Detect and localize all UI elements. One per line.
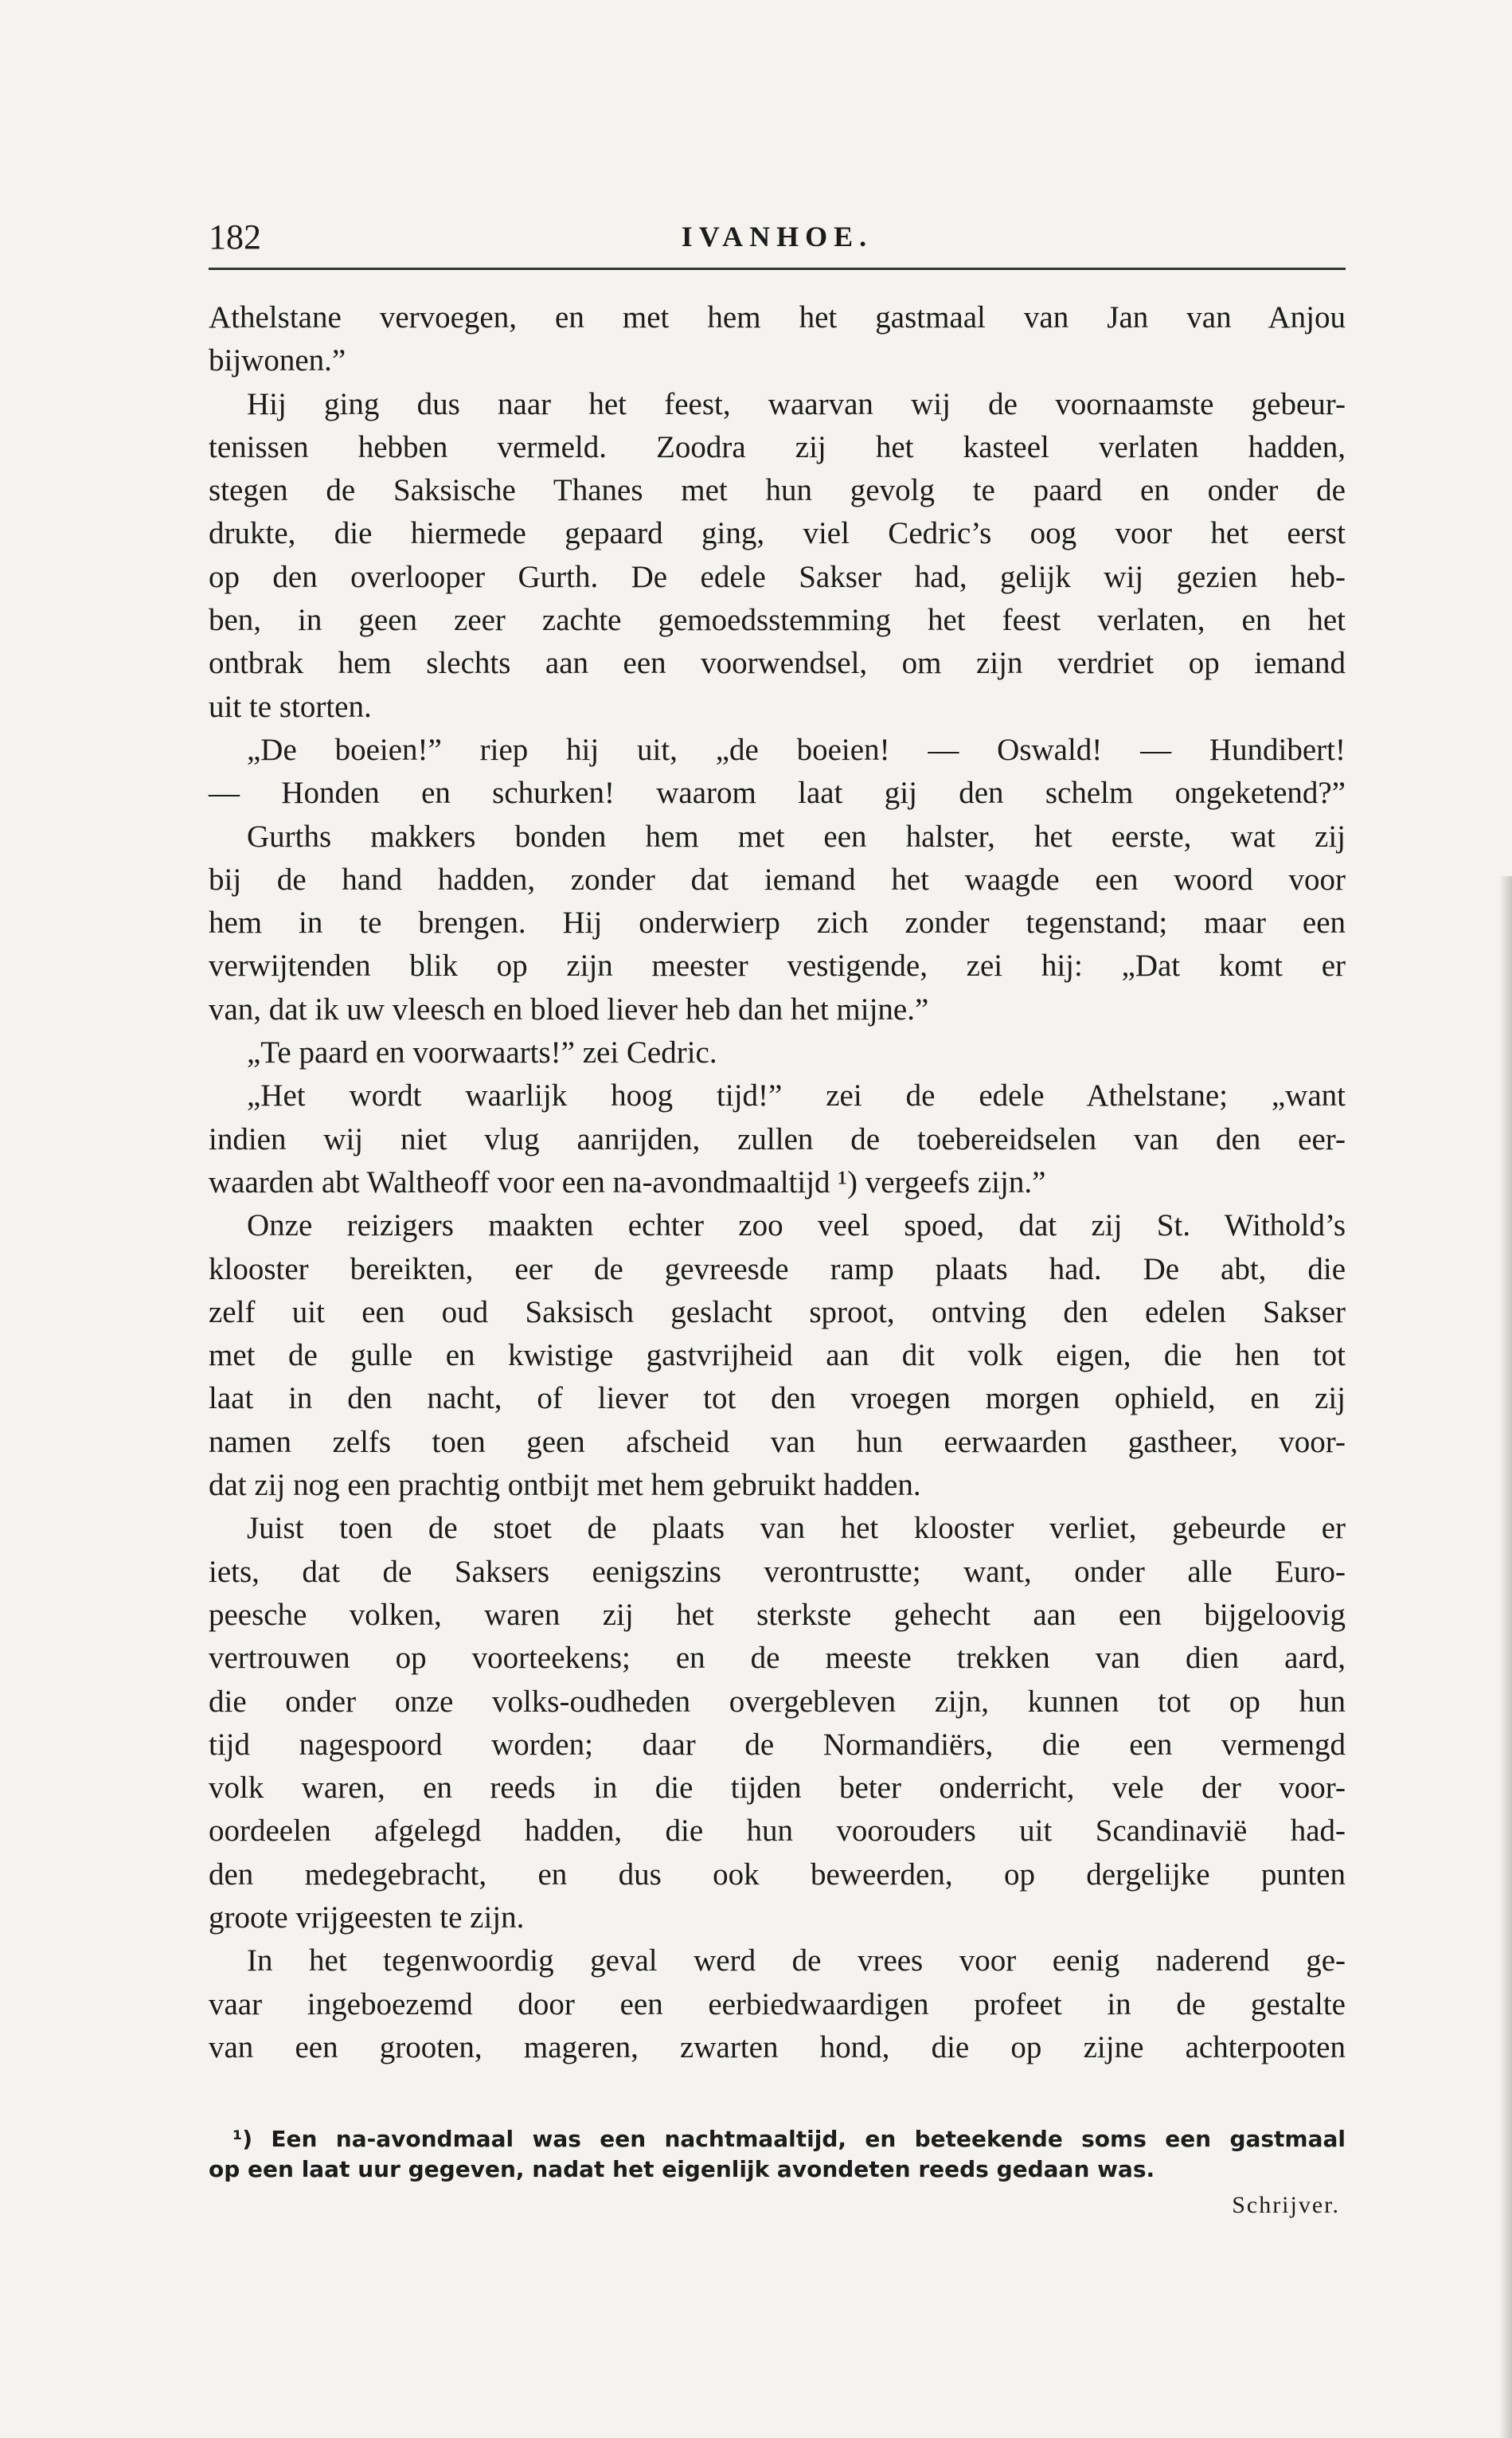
text-line: den medegebracht, en dus ook beweerden, op dergelijke punten [209, 1857, 1346, 1892]
text-line: Hij ging dus naar het feest, waarvan wij de voornaamste gebeur- [247, 386, 1346, 421]
text-line: namen zelfs toen geen afscheid van hun eerwaarden gastheer, voor- [209, 1424, 1346, 1459]
text-line: Athelstane vervoegen, en met hem het gastmaal van Jan van Anjou [209, 300, 1346, 335]
text-line: oordeelen afgelegd hadden, die hun voorouders uit Scandinavië had- [209, 1814, 1346, 1849]
text-line: stegen de Saksische Thanes met hun gevolg te paard en onder de [209, 473, 1346, 508]
text-line: tijd nagespoord worden; daar de Normandiërs, die een vermengd [209, 1727, 1346, 1762]
text-line: „Te paard en voorwaarts!” zei Cedric. [247, 1035, 717, 1070]
text-line: drukte, die hiermede gepaard ging, viel Cedric’s oog voor het eerst [209, 516, 1346, 551]
text-line: vaar ingeboezemd door een eerbiedwaardigen profeet in de gestalte [209, 1986, 1346, 2021]
text-line: die onder onze volks-oudheden overgebleven zijn, kunnen tot op hun [209, 1684, 1346, 1719]
text-line: van, dat ik uw vleesch en bloed liever heb dan het mijne.” [209, 992, 929, 1027]
header-rule [209, 268, 1346, 270]
text-line: dat zij nog een prachtig ontbijt met hem gebruikt hadden. [209, 1468, 921, 1503]
footnote-line: op een laat uur gegeven, nadat het eigenlijk avondeten reeds gedaan was. [209, 2156, 1155, 2182]
text-line: „Het wordt waarlijk hoog tijd!” zei de edele Athelstane; „want [247, 1078, 1346, 1113]
text-line: In het tegenwoordig geval werd de vrees voor eenig naderend ge- [247, 1943, 1346, 1978]
text-line: vertrouwen op voorteekens; en de meeste trekken van dien aard, [209, 1641, 1346, 1676]
footnote [209, 2124, 1346, 2185]
running-title: IVANHOE. [681, 221, 873, 252]
text-line: met de gulle en kwistige gastvrijheid aan dit volk eigen, die hen tot [209, 1338, 1346, 1373]
text-line: bij de hand hadden, zonder dat iemand het waagde een woord voor [209, 862, 1346, 897]
page-number: 182 [209, 217, 261, 256]
body-text [209, 296, 1346, 2069]
text-line: Gurths makkers bonden hem met een halster, het eerste, wat zij [247, 819, 1346, 854]
text-line: groote vrijgeesten te zijn. [209, 1900, 525, 1935]
text-line: — Honden en schurken! waarom laat gij den schelm ongeketend?” [209, 776, 1346, 811]
text-line: klooster bereikten, eer de gevreesde ramp plaats had. De abt, die [209, 1251, 1346, 1286]
text-line: peesche volken, waren zij het sterkste gehecht aan een bijgeloovig [209, 1597, 1346, 1632]
page-header [209, 209, 1346, 256]
text-line: Juist toen de stoet de plaats van het klooster verliet, gebeurde er [247, 1511, 1346, 1546]
text-line: ben, in geen zeer zachte gemoedsstemming het feest verlaten, en het [209, 603, 1346, 638]
text-line: volk waren, en reeds in die tijden beter onderricht, vele der voor- [209, 1771, 1346, 1806]
footnote-line: ¹) Een na-avondmaal was een nachtmaaltijd, en beteekende soms een gastmaal [232, 2126, 1346, 2152]
text-line: van een grooten, mageren, zwarten hond, die op zijne achterpooten [209, 2029, 1346, 2064]
footnote-signature: Schrijver. [1232, 2192, 1340, 2218]
text-line: ontbrak hem slechts aan een voorwendsel, om zijn verdriet op iemand [209, 646, 1346, 681]
text-line: hem in te brengen. Hij onderwierp zich zonder tegenstand; maar een [209, 906, 1346, 941]
text-line: uit te storten. [209, 689, 372, 724]
text-line: bijwonen.” [209, 343, 346, 378]
text-line: zelf uit een oud Saksisch geslacht sproot, ontving den edelen Sakser [209, 1294, 1346, 1329]
text-line: iets, dat de Saksers eenigszins verontrustte; want, onder alle Euro- [209, 1554, 1346, 1589]
text-line: laat in den nacht, of liever tot den vroegen morgen ophield, en zij [209, 1381, 1346, 1416]
text-line: „De boeien!” riep hij uit, „de boeien! — Oswald! — Hundibert! [247, 732, 1346, 767]
text-line: verwijtenden blik op zijn meester vestigende, zei hij: „Dat komt er [209, 949, 1346, 984]
text-line: op den overlooper Gurth. De edele Sakser had, gelijk wij gezien heb- [209, 559, 1346, 594]
text-line: Onze reizigers maakten echter zoo veel spoed, dat zij St. Withold’s [247, 1208, 1346, 1243]
text-line: waarden abt Waltheoff voor een na-avondmaaltijd ¹) vergeefs zijn.” [209, 1164, 1046, 1199]
text-line: tenissen hebben vermeld. Zoodra zij het kasteel verlaten hadden, [209, 429, 1346, 464]
page-edge-shadow [1499, 876, 1512, 2438]
text-line: indien wij niet vlug aanrijden, zullen de toebereidselen van den eer- [209, 1121, 1346, 1156]
